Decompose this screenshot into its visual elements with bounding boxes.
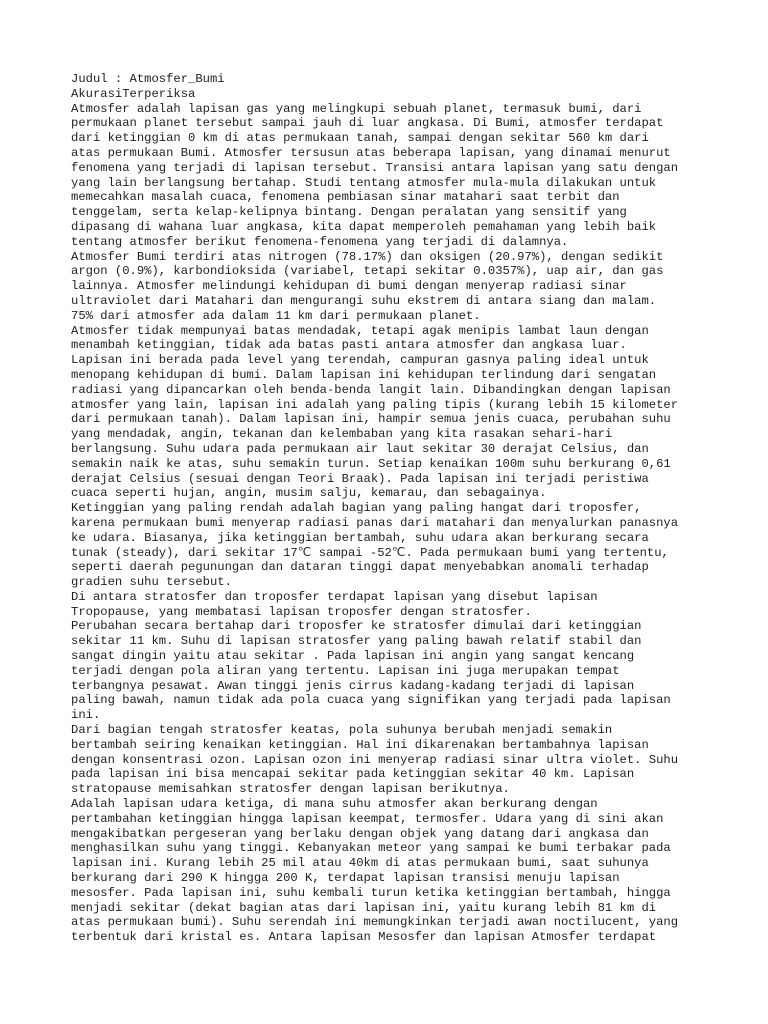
- text-line: paling bawah, namun tidak ada pola cuaca yang signifikan yang terjadi pada lapisan: [71, 693, 671, 708]
- text-line: permukaan planet tersebut sampai jauh di luar angkasa. Di Bumi, atmosfer terdapat: [71, 116, 664, 131]
- text-line: semakin naik ke atas, suhu semakin turun. Setiap kenaikan 100m suhu berkurang 0,61: [71, 456, 671, 471]
- text-line: ini.: [71, 708, 101, 723]
- document-subtitle: AkurasiTerperiksa: [71, 86, 196, 101]
- text-line: fenomena yang terjadi di lapisan tersebut. Transisi antara lapisan yang satu dengan: [71, 160, 679, 175]
- text-line: menjadi sekitar (dekat bagian atas dari lapisan ini, yaitu kurang lebih 81 km di: [71, 900, 657, 915]
- text-line: tentang atmosfer berikut fenomena-fenomena yang terjadi di dalamnya.: [71, 234, 569, 249]
- text-line: dari permukaan tanah). Dalam lapisan ini, hampir semua jenis cuaca, perubahan suhu: [71, 412, 671, 427]
- text-line: menambah ketinggian, tidak ada batas pasti antara atmosfer dan angkasa luar.: [71, 338, 627, 353]
- text-line: tunak (steady), dari sekitar 17℃ sampai -52℃. Pada permukaan bumi yang tertentu,: [71, 545, 669, 560]
- text-line: mesosfer. Pada lapisan ini, suhu kembali turun ketika ketinggian bertambah, hingga: [71, 885, 671, 900]
- text-line: yang mendadak, angin, tekanan dan kelembaban yang kita rasakan sehari-hari: [71, 427, 613, 442]
- text-line: terbangnya pesawat. Awan tinggi jenis cirrus kadang-kadang terjadi di lapisan: [71, 678, 635, 693]
- document-title: Judul : Atmosfer_Bumi: [71, 72, 225, 86]
- text-line: berkurang dari 290 K hingga 200 K, terdapat lapisan transisi menuju lapisan: [71, 871, 620, 886]
- text-line: Adalah lapisan udara ketiga, di mana suhu atmosfer akan berkurang dengan: [71, 797, 598, 812]
- text-line: Tropopause, yang membatasi lapisan troposfer dengan stratosfer.: [71, 604, 532, 619]
- text-line: menopang kehidupan di bumi. Dalam lapisan ini kehidupan terlindung dari sengatan: [71, 367, 657, 382]
- document-text: [71, 72, 711, 945]
- text-line: stratopause memisahkan stratosfer dengan lapisan berikutnya.: [71, 782, 510, 797]
- text-line: radiasi yang dipancarkan oleh benda-benda langit lain. Dibandingkan dengan lapisan: [71, 382, 671, 397]
- text-line: sangat dingin yaitu atau sekitar . Pada lapisan ini angin yang sangat kencang: [71, 649, 635, 664]
- text-line: lapisan ini. Kurang lebih 25 mil atau 40km di atas permukaan bumi, saat suhunya: [71, 856, 649, 871]
- text-line: seperti daerah pegunungan dan dataran tinggi dapat menyebabkan anomali terhadap: [71, 560, 649, 575]
- text-line: Dari bagian tengah stratosfer keatas, pola suhunya berubah menjadi semakin: [71, 723, 613, 738]
- text-line: Atmosfer Bumi terdiri atas nitrogen (78.17%) dan oksigen (20.97%), dengan sedikit: [71, 249, 664, 264]
- text-line: mengakibatkan pergeseran yang berlaku dengan objek yang datang dari angkasa dan: [71, 826, 649, 841]
- text-line: dari ketinggian 0 km di atas permukaan tanah, sampai dengan sekitar 560 km dari: [71, 131, 649, 146]
- text-line: atas permukaan bumi). Suhu serendah ini memungkinkan terjadi awan noctilucent, yang: [71, 915, 679, 930]
- text-line: Atmosfer tidak mempunyai batas mendadak, tetapi agak menipis lambat laun dengan: [71, 323, 649, 338]
- text-line: cuaca seperti hujan, angin, musim salju, kemarau, dan sebagainya.: [71, 486, 547, 501]
- text-line: ke udara. Biasanya, jika ketinggian bertambah, suhu udara akan berkurang secara: [71, 530, 649, 545]
- text-line: terbentuk dari kristal es. Antara lapisan Mesosfer dan lapisan Atmosfer terdapat: [71, 930, 657, 945]
- text-line: ultraviolet dari Matahari dan mengurangi suhu ekstrem di antara siang dan malam.: [71, 293, 657, 308]
- text-line: dengan konsentrasi ozon. Lapisan ozon ini menyerap radiasi sinar ultra violet. Suhu: [71, 752, 679, 767]
- text-line: Ketinggian yang paling rendah adalah bagian yang paling hangat dari troposfer,: [71, 501, 642, 516]
- text-line: sekitar 11 km. Suhu di lapisan stratosfer yang paling bawah relatif stabil dan: [71, 634, 642, 649]
- text-line: memecahkan masalah cuaca, fenomena pembiasan sinar matahari saat terbit dan: [71, 190, 620, 205]
- text-line: karena permukaan bumi menyerap radiasi panas dari matahari dan menyalurkan panasnya: [71, 515, 679, 530]
- text-line: atmosfer yang lain, lapisan ini adalah yang paling tipis (kurang lebih 15 kilometer: [71, 397, 679, 412]
- text-line: pada lapisan ini bisa mencapai sekitar pada ketinggian sekitar 40 km. Lapisan: [71, 767, 635, 782]
- text-line: tenggelam, serta kelap-kelipnya bintang. Dengan peralatan yang sensitif yang: [71, 205, 627, 220]
- text-line: Perubahan secara bertahap dari troposfer ke stratosfer dimulai dari ketinggian: [71, 619, 642, 634]
- text-line: terjadi dengan pola aliran yang tertentu. Lapisan ini juga merupakan tempat: [71, 663, 620, 678]
- text-line: pertambahan ketinggian hingga lapisan keempat, termosfer. Udara yang di sini akan: [71, 811, 664, 826]
- text-line: menghasilkan suhu yang tinggi. Kebanyakan meteor yang sampai ke bumi terbakar pada: [71, 841, 671, 856]
- text-line: gradien suhu tersebut.: [71, 575, 232, 590]
- text-line: berlangsung. Suhu udara pada permukaan air laut sekitar 30 derajat Celsius, dan: [71, 441, 649, 456]
- text-line: Atmosfer adalah lapisan gas yang melingkupi sebuah planet, termasuk bumi, dari: [71, 101, 642, 116]
- text-line: lainnya. Atmosfer melindungi kehidupan di bumi dengan menyerap radiasi sinar: [71, 279, 627, 294]
- text-line: Di antara stratosfer dan troposfer terdapat lapisan yang disebut lapisan: [71, 589, 598, 604]
- text-line: yang lain berlangsung bertahap. Studi tentang atmosfer mula-mula dilakukan untuk: [71, 175, 657, 190]
- text-line: bertambah seiring kenaikan ketinggian. Hal ini dikarenakan bertambahnya lapisan: [71, 737, 649, 752]
- text-line: 75% dari atmosfer ada dalam 11 km dari permukaan planet.: [71, 308, 481, 323]
- text-line: argon (0.9%), karbondioksida (variabel, tetapi sekitar 0.0357%), uap air, dan gas: [71, 264, 664, 279]
- text-line: Lapisan ini berada pada level yang terendah, campuran gasnya paling ideal untuk: [71, 353, 649, 368]
- text-line: dipasang di wahana luar angkasa, kita dapat memperoleh pemahaman yang lebih baik: [71, 219, 657, 234]
- text-line: atas permukaan Bumi. Atmosfer tersusun atas beberapa lapisan, yang dinamai menurut: [71, 145, 671, 160]
- text-line: derajat Celsius (sesuai dengan Teori Braak). Pada lapisan ini terjadi peristiwa: [71, 471, 649, 486]
